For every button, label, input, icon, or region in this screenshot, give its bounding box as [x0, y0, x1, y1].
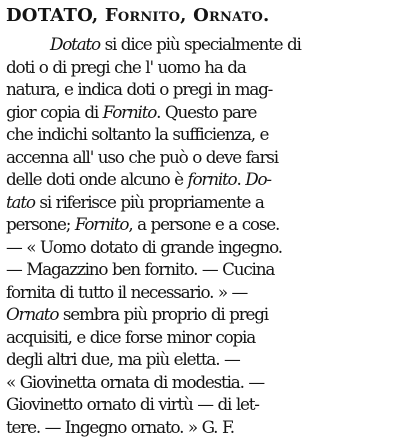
text-line: doti o di pregi che l' uomo ha da [6, 56, 402, 79]
text-line: accenna all' uso che può o deve farsi [6, 146, 402, 169]
text-line: degli altri due, ma più eletta. — [6, 348, 402, 371]
text-line: tato si riferisce più propriamente a [6, 191, 402, 214]
text-line: gior copia di Fornito. Questo pare [6, 101, 402, 124]
text-line: Ornato sembra più proprio di pregi [6, 303, 402, 326]
text-line: persone; Fornito, a persone e a cose. [6, 213, 402, 236]
text-line: — Magazzino ben fornito. — Cucina [6, 258, 402, 281]
text-line: « Giovinetta ornata di modestia. — [6, 371, 402, 394]
synonym-ornato: Ornato. [193, 5, 269, 26]
text-line: Giovinetto ornato di virtù — di let- [6, 393, 402, 416]
entry-heading [6, 4, 269, 28]
text-line: acquisiti, e dice forse minor copia [6, 326, 402, 349]
text-line: delle doti onde alcuno è fornito. Do- [6, 168, 402, 191]
text-line: natura, e indica doti o pregi in mag- [6, 78, 402, 101]
text-line: che indichi soltanto la sufficienza, e [6, 123, 402, 146]
text-line: fornita di tutto il necessario. » — [6, 281, 402, 304]
text-line: — « Uomo dotato di grande ingegno. [6, 236, 402, 259]
entry-body [6, 33, 402, 438]
text-line: tere. — Ingegno ornato. » G. F. [6, 416, 402, 438]
synonym-fornito: Fornito, [105, 5, 187, 26]
text-line: Dotato si dice più specialmente di [6, 33, 402, 56]
headword: DOTATO, [6, 5, 98, 26]
